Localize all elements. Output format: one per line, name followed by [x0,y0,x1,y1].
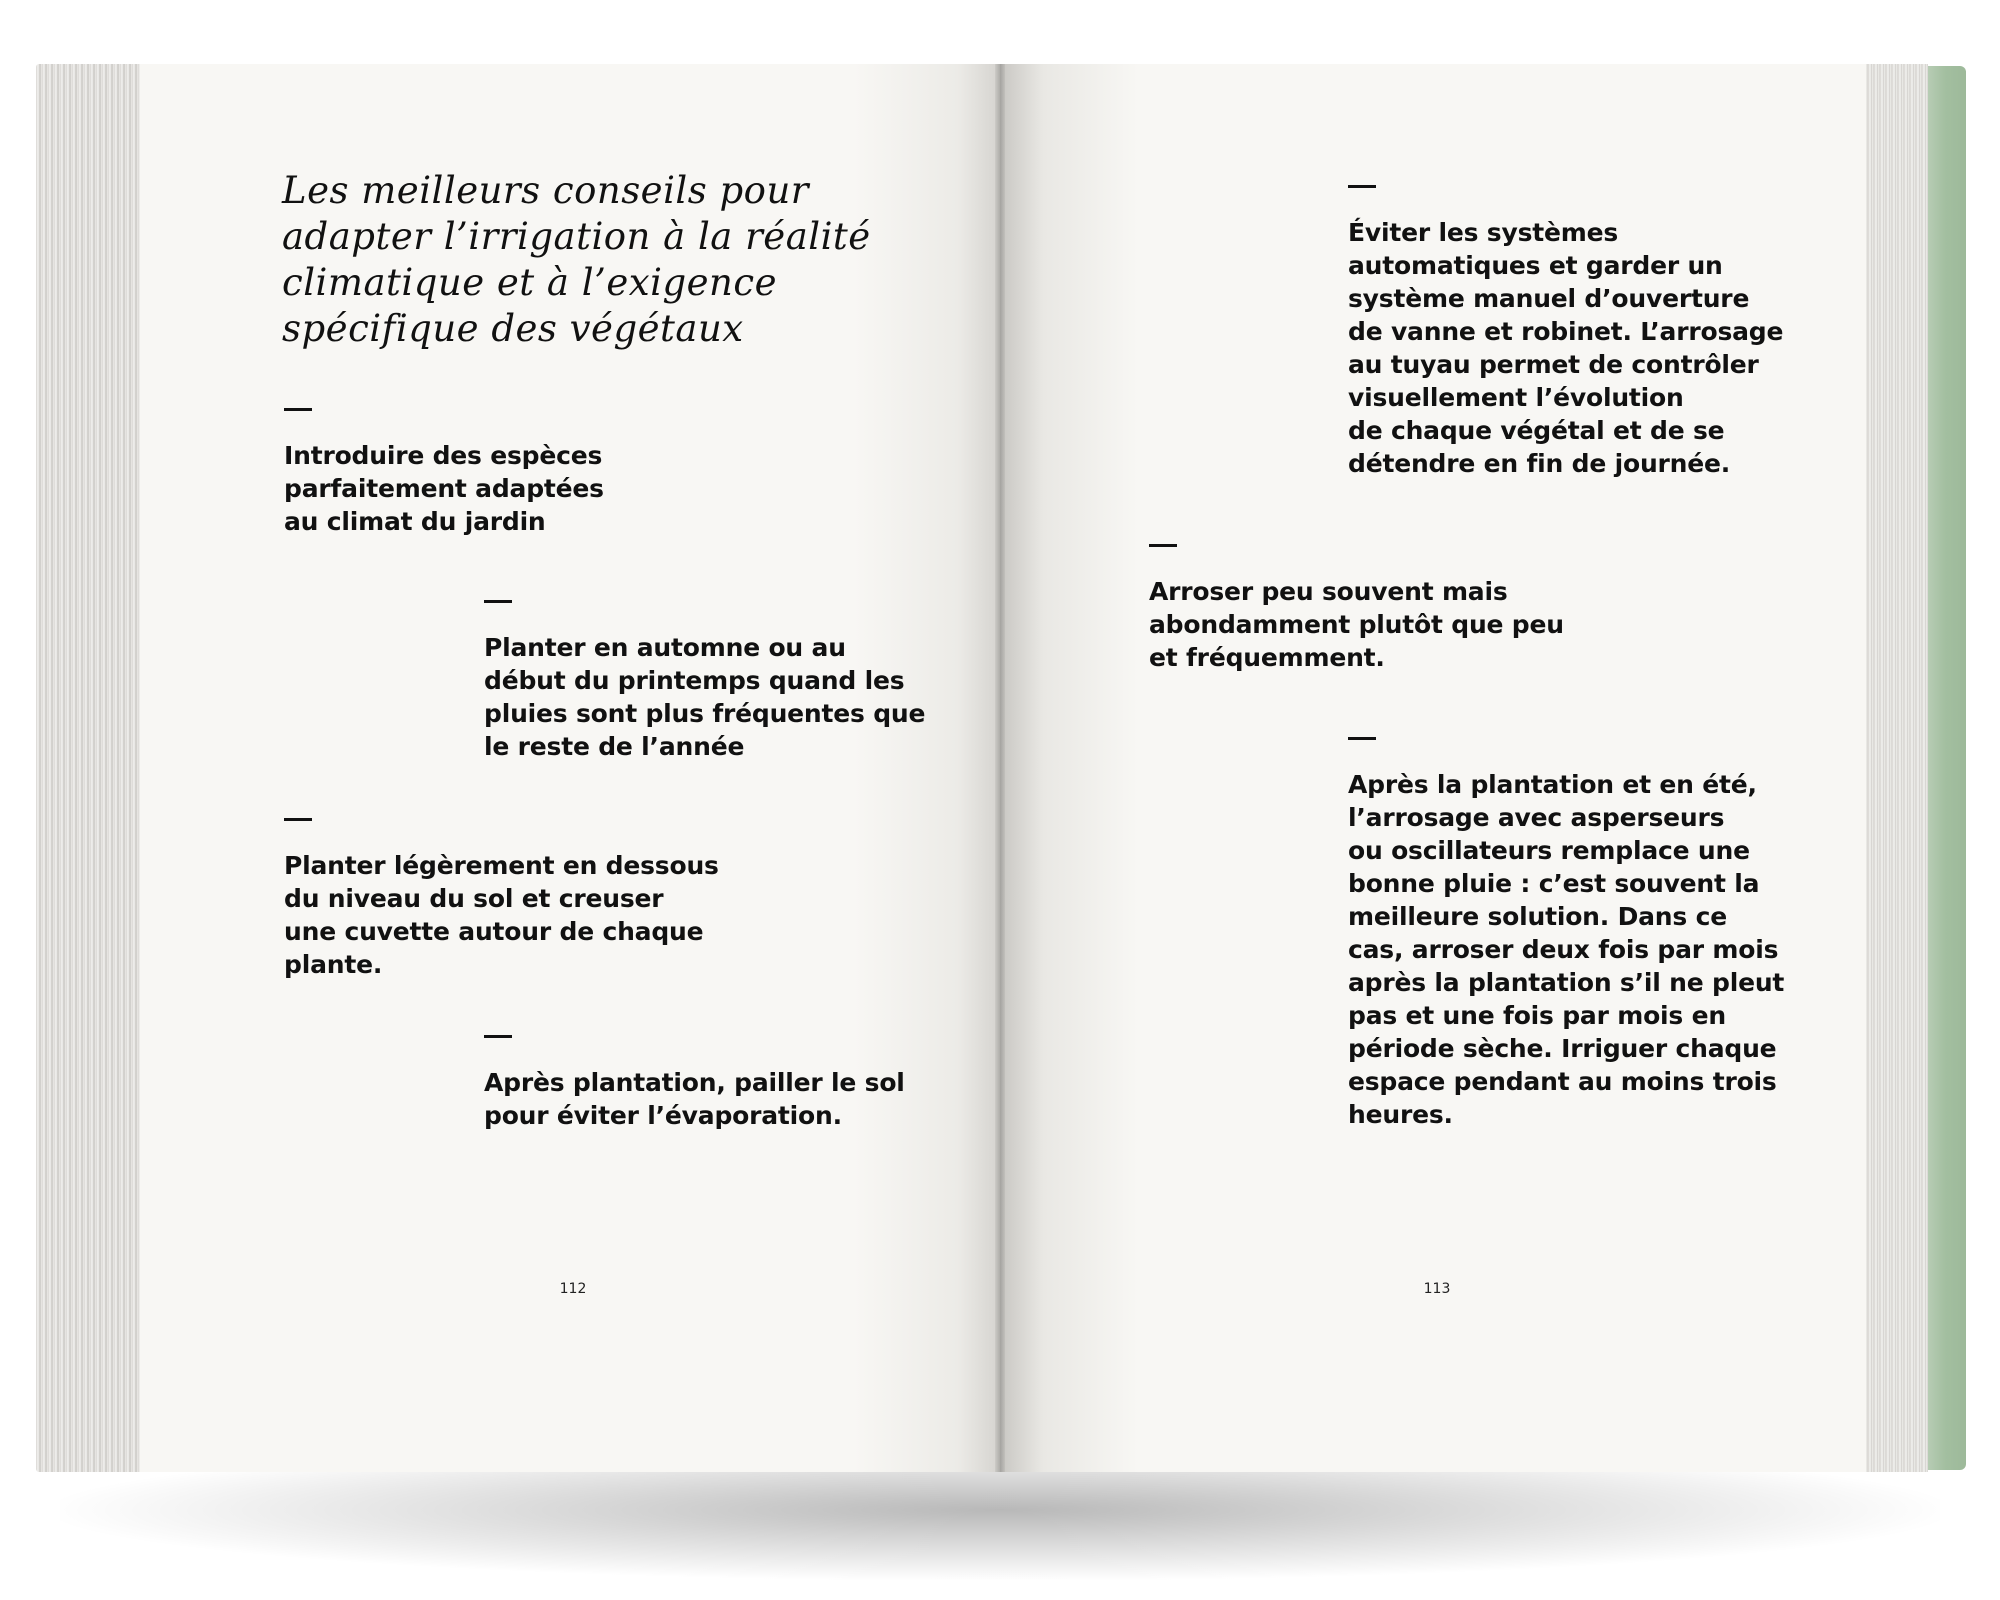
right-page-edges [1866,64,1928,1472]
left-page-edges [36,64,140,1472]
dash-divider [484,1035,512,1038]
dash-divider [1348,737,1376,740]
tip-text: Introduire des espèces parfaitement adaptées au climat du jardin [284,441,604,536]
tip-block [484,1035,905,1132]
tip-text: Après plantation, pailler le sol pour éviter l’évaporation. [484,1068,905,1130]
dash-divider [1348,185,1376,188]
dash-divider [484,600,512,603]
page-title: Les meilleurs conseils pour adapter l’irrigation à la réalité climatique et à l’exigence spécifique des végétaux [282,169,871,350]
page-number: 112 [559,1281,587,1297]
tip-block [1149,544,1564,674]
tip-block [284,818,719,981]
tip-text: Éviter les systèmes automatiques et garder un système manuel d’ouverture de vanne et robinet. L’arrosage au tuyau permet de contrôler visuellement l’évolution de chaque végétal et de se détendre en fin de journée. [1348,218,1784,478]
tip-block [284,408,604,538]
dash-divider [284,818,312,821]
dash-divider [284,408,312,411]
dash-divider [1149,544,1177,547]
tip-block [1348,737,1784,1131]
tip-block [1348,185,1783,480]
green-cover-edge [1928,66,1966,1470]
tip-text: Planter en automne ou au début du printemps quand les pluies sont plus fréquentes que le reste de l’année [484,633,926,761]
book-gutter [995,64,1005,1472]
tip-text: Arroser peu souvent mais abondamment plutôt que peu et fréquemment. [1149,577,1564,672]
page-number: 113 [1423,1281,1451,1297]
tip-text: Planter légèrement en dessous du niveau du sol et creuser une cuvette autour de chaque plante. [284,851,719,979]
tip-text: Après la plantation et en été, l’arrosage avec asperseurs ou oscillateurs remplace une bonne pluie : c’est souvent la meilleure solution. Dans ce cas, arroser deux fois par mois après la plantation s’il ne pleut pas et une fois par mois en période sèche. Irriguer chaque espace pendant au moins trois heures. [1348,770,1785,1129]
tip-block [484,600,925,763]
